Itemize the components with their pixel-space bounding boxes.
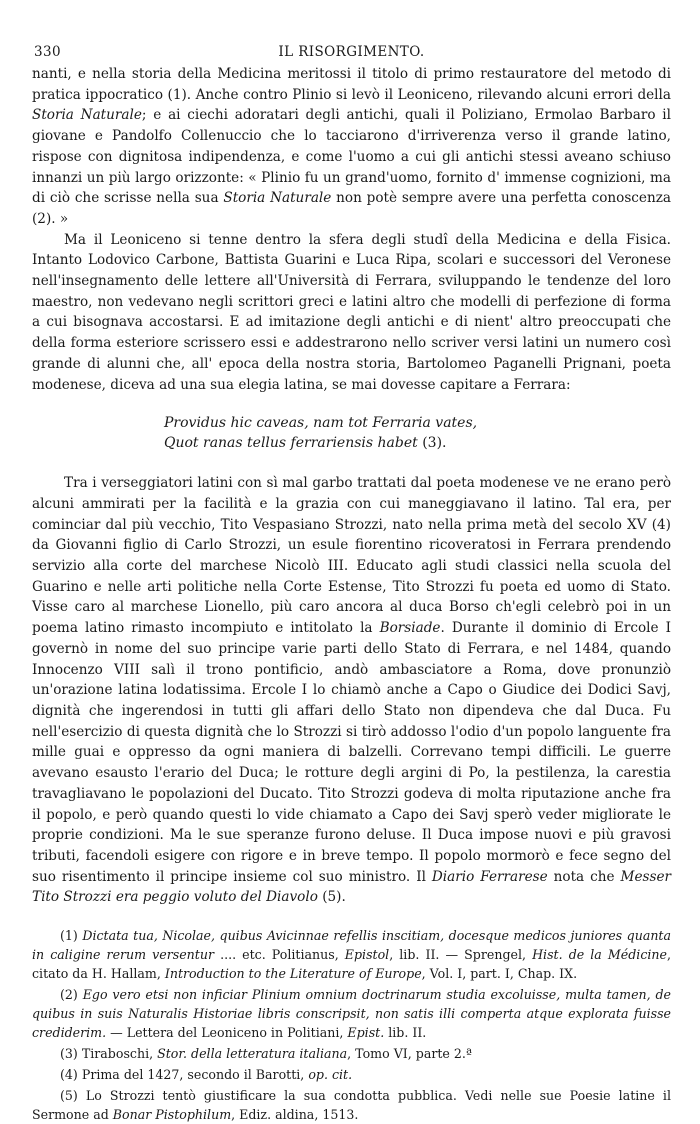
verse-text: Quot ranas tellus ferrariensis habet <box>164 435 418 452</box>
text-run: . Durante il dominio di Ercole I governò in nome del suo principe varie parti dello Stato di Ferrara, e nel 1484, quando Innocenzo VIII salì il trono pontificio, andò ambasciatore a Roma, dove pronunziò un'orazione latina lodatissima. Ercole I lo chiamò anche a Capo o Giudice dei Dodici Savj, dignità che ingerendosi in tutti gli affari dello Stato non dipendeva che dal Duca. Fu nell'esercizio di questa dignità che lo Strozzi si tirò addosso l'odio d'un popolo languente fra mille guai e oppresso da ogni maniera di balzelli. Correvano tempi difficili. Le guerre avevano esausto l'erario del Duca; le rotture degli argini di Po, la pestilenza, la carestia travagliavano le popolazioni del Ducato. Tito Strozzi godeva di molta riputazione anche fra il popolo, e però quando questi lo vide chiamato a Capo dei Savj sperò veder migliorate le proprie condizioni. Ma le sue speranze furono deluse. Il Duca impose nuovi e più gravosi tributi, facendoli esigere con rigore e in breve tempo. Il popolo mormorò e fece segno del suo risentimento il principe insieme col suo ministro. Il <box>32 620 671 885</box>
title-diario-ferrarese: Diario Ferrarese <box>431 868 548 885</box>
text-run: (4) Prima del 1427, secondo il Barotti, <box>60 1067 309 1083</box>
text-run: (3) Tiraboschi, <box>60 1046 158 1062</box>
footnote-marker: (2) <box>60 987 83 1003</box>
verse-line-2 <box>164 433 671 453</box>
footnote-1 <box>32 926 671 983</box>
quoted-phrase: Messer Tito Strozzi era peggio voluto del Diavolo <box>32 868 671 906</box>
work-title: Epistol <box>344 947 390 963</box>
title-storia-naturale: Storia Naturale <box>223 190 332 207</box>
page-number: 330 <box>34 44 61 60</box>
verse-quotation <box>32 413 671 453</box>
work-title: Bonar Pistophilum <box>112 1107 232 1123</box>
running-title: IL RISORGIMENTO. <box>278 44 425 60</box>
text-run: ; e ai ciechi adoratari degli antichi, quali il Poliziano, Ermolao Barbaro il giovane e Pandolfo Collenuccio che lo tacciarono d'irriverenza verso il grande latino, rispose con dignitosa indipendenza, e come l'uomo a cui gli antichi stessi aveano schiuso innanzi un più largo orizzonte: « Plinio fu un grand'uomo, fornito d' immense cognizioni, ma di ciò che scrisse nella sua <box>32 107 672 207</box>
text-run: non potè sempre avere una perfetta conoscenza (2). » <box>32 190 671 227</box>
text-run: nota che <box>547 868 621 885</box>
footnote-3 <box>32 1044 671 1063</box>
work-title: op. cit. <box>308 1067 353 1083</box>
work-title: Introduction to the Literature of Europe <box>164 966 422 982</box>
footnote-2 <box>32 985 671 1042</box>
work-title: Stor. della letteratura italiana <box>157 1046 348 1062</box>
title-borsiade: Borsiade <box>379 620 441 637</box>
text-run: lib. II. <box>384 1025 427 1041</box>
latin-quote: Dictata tua, Nicolae, quibus Avicinnae refellis inscitiam, docesque medicos juniores quanta in caligine rerum versentur <box>32 928 672 963</box>
text-run: (5) Lo Strozzi tentò giustificare la sua condotta pubblica. Vedi nelle sue Poesie latine il Sermone ad <box>32 1088 671 1123</box>
work-title: Epist. <box>347 1025 385 1041</box>
text-run: nanti, e nella storia della Medicina meritossi il titolo di primo restauratore del metodo di pratica ippocratico (1). Anche contro Plinio si levò il Leoniceno, rilevando alcuni errori della <box>32 66 671 103</box>
text-run: Tra i verseggiatori latini con sì mal garbo trattati dal poeta modenese ve ne erano però alcuni ammirati per la facilità e la grazia con cui maneggiavano il latino. Tal era, per cominciar dal più vecchio, Tito Vespasiano Strozzi, nato nella prima metà del secolo XV (4) da Giovanni figlio di Carlo Strozzi, un esule fiorentino ricoveratosi in Ferrara prendendo servizio alla corte del marchese Nicolò III. Educato agli studi classici nella scuola del Guarino e nelle arti politiche nella Corte Estense, Tito Strozzi fu poeta ed uomo di Stato. Visse caro al marchese Lionello, più caro ancora al duca Borso ch'egli celebrò poi in un poema latino rimasto incompiuto e intitolato la <box>32 475 671 637</box>
text-run: , lib. II. — Sprengel, <box>389 947 533 963</box>
text-run: — Lettera del Leoniceno in Politiani, <box>106 1025 348 1041</box>
work-title: Hist. de la Médicine <box>532 947 667 963</box>
footnote-ref: (3). <box>417 435 447 452</box>
latin-quote: Ego vero etsi non inficiar Plinium omnium doctrinarum studia excoluisse, multa tamen, de quibus in suis Naturalis Historiae libris conscripsit, non satis illi comperta atque explorata fuisse crediderim. <box>32 987 672 1041</box>
footnote-marker: (1) <box>60 928 83 944</box>
main-text <box>32 64 671 908</box>
text-run: , Tomo VI, parte 2.ª <box>347 1046 472 1062</box>
paragraph-2: Ma il Leoniceno si tenne dentro la sfera degli studî della Medicina e della Fisica. Intanto Lodovico Carbone, Battista Guarini e Luca Ripa, scolari e successori del Veronese nell'insegnamento delle lettere all'Università di Ferrara, sviluppando le tendenze del loro maestro, non vedevano negli scrittori greci e latini altro che modelli di perfezione di forma a cui bisognava accostarsi. E ad imitazione degli antichi e di nient' altro preoccupati che della forma esteriore scrissero essi e addestrarono nello scriver versi latini un numero così grande di alunni che, all' epoca della nostra storia, Bartolomeo Paganelli Prignani, poeta modenese, diceva ad una sua elegia latina, se mai dovesse capitare a Ferrara: <box>32 231 671 393</box>
text-run: .... etc. Politianus, <box>214 947 345 963</box>
paragraph-1 <box>32 64 671 230</box>
paragraph-3 <box>32 473 671 908</box>
page-header <box>32 40 671 64</box>
title-storia-naturale: Storia Naturale <box>32 107 142 124</box>
text-run: (5). <box>317 889 346 906</box>
footnote-4 <box>32 1065 671 1084</box>
footnotes <box>32 926 671 1124</box>
text-run: , Ediz. aldina, 1513. <box>231 1107 359 1123</box>
verse-line-1: Providus hic caveas, nam tot Ferraria vates, <box>164 415 478 432</box>
footnote-5 <box>32 1086 671 1124</box>
text-run: , citato da H. Hallam, <box>32 947 671 982</box>
text-run: , Vol. I, part. I, Chap. IX. <box>421 966 578 982</box>
